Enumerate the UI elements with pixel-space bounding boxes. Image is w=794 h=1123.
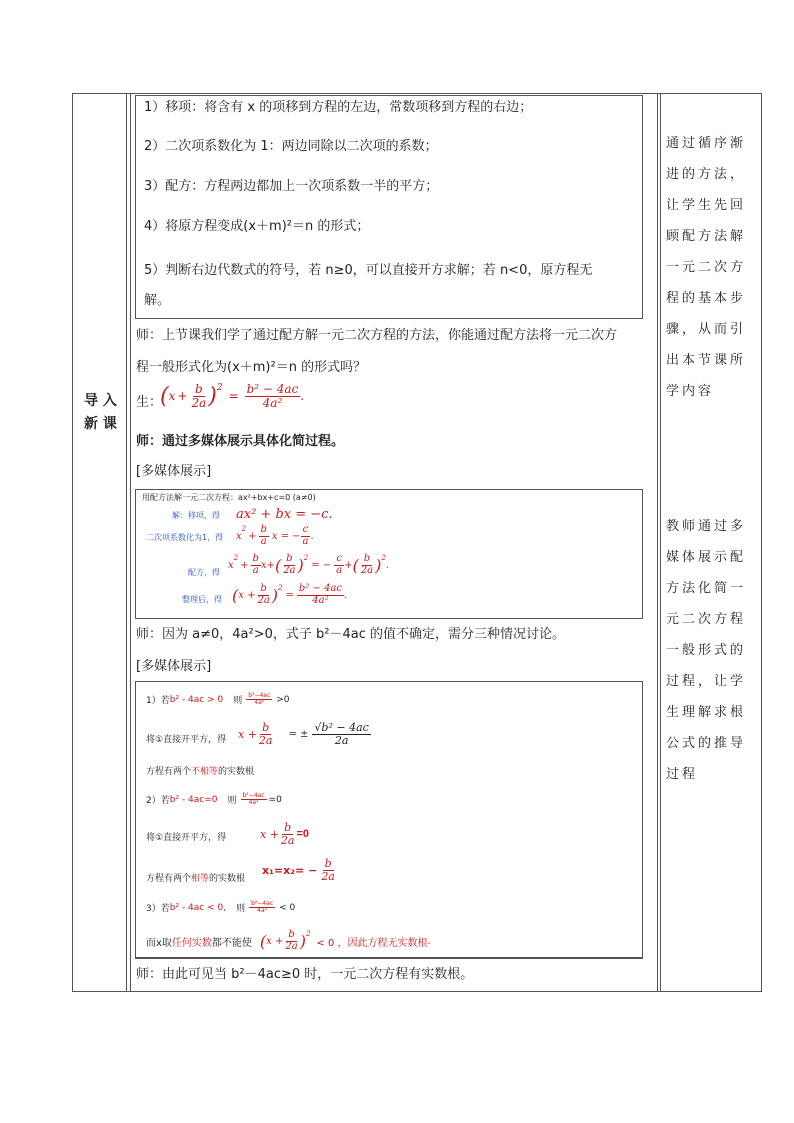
student-label: 生： bbox=[136, 395, 163, 410]
step-5-cont: 解。 bbox=[144, 293, 171, 308]
teacher-statement: 师：通过多媒体展示具体化简过程。 bbox=[136, 434, 345, 449]
step-5: 5）判断右边代数式的符号，若 n≥0，可以直接开方求解；若 n<0，原方程无 bbox=[144, 263, 593, 278]
cases-box bbox=[135, 681, 643, 959]
derivation-step3-label: 配方，得 bbox=[188, 568, 220, 577]
step-4: 4）将原方程变成(x＋m)²＝n 的形式； bbox=[144, 219, 370, 234]
multimedia-label-2: [多媒体展示] bbox=[136, 659, 212, 674]
derivation-step4-math: ( x + $\frac{b}{2a}$ ) $^2$ = $\frac{\text{b² − 4ac}}{\text{4a²}}$ . bbox=[232, 583, 348, 606]
steps-box bbox=[135, 95, 643, 319]
section-label-line1: 导 入 bbox=[84, 393, 117, 409]
table-right-border bbox=[761, 93, 762, 992]
multimedia-label-1: [多媒体展示] bbox=[136, 464, 212, 479]
case-2-roots: x₁=x₂= − $\frac{b}{2a}$ bbox=[262, 857, 335, 883]
case-1-conclusion: 方程有两个不相等的实数根 bbox=[146, 767, 255, 777]
col-divider-1b bbox=[130, 93, 131, 992]
case-2-conclusion: 方程有两个相等的实数根 bbox=[146, 874, 246, 884]
step-3: 3）配方：方程两边都加上一次项系数一半的平方； bbox=[144, 179, 439, 194]
table-left-border bbox=[72, 93, 73, 992]
step-1: 1）移项：将含有 x 的项移到方程的左边，常数项移到方程的右边； bbox=[144, 100, 533, 115]
derivation-step3-math: x $^2$ + $\frac{b}{a}$ x+ ( $\frac{b}{2a}$ ) $^2$ = − $\frac{c}{a}$ + ( $\frac{b}{2a}$ ) $^2$ . bbox=[228, 553, 390, 576]
teacher-question-1a: 师：上节课我们学了通过配方解一元二次方程的方法，你能通过配方法将一元二次方 bbox=[136, 328, 618, 343]
table-bottom-border bbox=[72, 991, 762, 992]
derivation-step1-label: 解：移项，得 bbox=[172, 511, 220, 520]
table-top-border bbox=[72, 93, 762, 94]
col-divider-1 bbox=[126, 93, 127, 992]
student-formula: ( x + $\frac{b}{2a}$ ) $^2$ = $\frac{\text{b² − 4ac}}{\text{4a²}}$ . bbox=[160, 382, 305, 410]
col-divider-2 bbox=[657, 93, 658, 992]
case-1-condition: 1）若 b² - 4ac > 0 则 $\frac{\text{b²−4ac}}{\text{4a²}}$ >0 bbox=[146, 692, 290, 707]
section-label-line2: 新 课 bbox=[84, 416, 117, 432]
teacher-conclusion: 师：由此可见当 b²－4ac≥0 时，一元二次方程有实数根。 bbox=[136, 967, 474, 982]
case-3-conclusion: 而x取 任何实数 都不能使 ( x + $\frac{b}{2a}$ ) $^2$ < 0 ，因此方程 无实数根 . bbox=[146, 929, 431, 952]
derivation-step2-label: 二次项系数化为1，得 bbox=[146, 533, 224, 542]
case-2-formula: x + $\frac{b}{2a}$ =0 bbox=[260, 821, 310, 847]
derivation-step2-math: x $^2$ + $\frac{b}{a}$ x = − $\frac{c}{a}$ . bbox=[236, 524, 314, 547]
derivation-step4-label: 整理后，得 bbox=[182, 595, 222, 604]
derivation-title: 用配方法解一元二次方程：ax²+bx+c=0 (a≠0) bbox=[142, 493, 316, 502]
case-3-condition: 3）若 b² - 4ac < 0, 则 $\frac{\text{b²−4ac}}{\text{4a²}}$ < 0 bbox=[146, 900, 296, 915]
case-1-formula: x + $\frac{b}{2a}$ = ± $\frac{\text{√b² − 4ac}}{2a}$ bbox=[238, 721, 369, 747]
case-2-open-sqrt: 将①直接开平方，得 bbox=[146, 833, 227, 843]
teacher-question-1b: 程一般形式化为(x＋m)²＝n 的形式吗？ bbox=[136, 360, 367, 375]
derivation-step1-math: ax² + bx = −c. bbox=[236, 507, 333, 522]
case-1-open-sqrt: 将①直接开平方，得 bbox=[146, 735, 227, 745]
step-2: 2）二次项系数化为 1：两边同除以二次项的系数； bbox=[144, 139, 438, 154]
teacher-question-2: 师：因为 a≠0，4a²>0，式子 b²－4ac 的值不确定，需分三种情况讨论。 bbox=[136, 627, 565, 642]
case-2-condition: 2）若 b² - 4ac=0 则 $\frac{\text{b²−4ac}}{\text{4a²}}$ =0 bbox=[146, 792, 282, 807]
design-note-1: 通过循序渐进的方法，让学生先回顾配方法解一元二次方程的基本步骤，从而引出本节课所学内容 bbox=[666, 136, 747, 399]
col-divider-2b bbox=[660, 93, 661, 992]
conclusion-divider bbox=[135, 957, 643, 958]
design-note-2: 教师通过多媒体展示配方法化简一元二次方程一般形式的过程，让学生理解求根公式的推导过程 bbox=[666, 519, 747, 782]
